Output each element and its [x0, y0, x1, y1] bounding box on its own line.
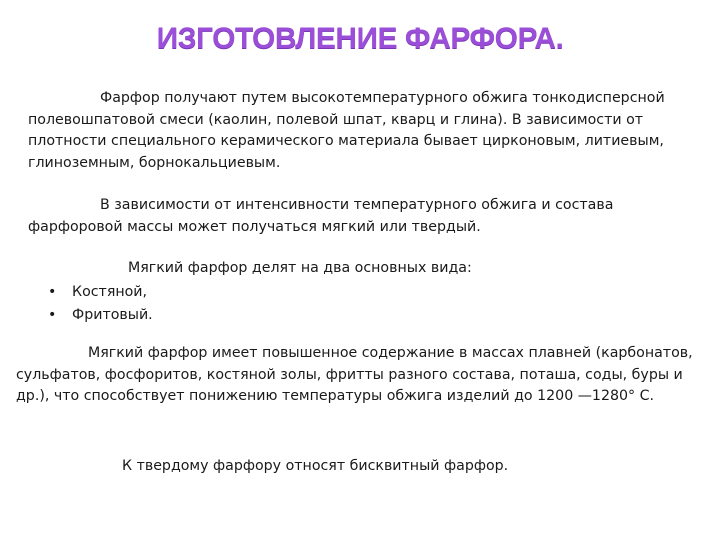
paragraph-soft-porcelain-fluxes: Мягкий фарфор имеет повышенное содержание в массах плавней (карбонатов, сульфатов, фосфоритов, костяной золы, фритты разного состава, поташа, соды, буры и др.), что способствует понижению температуры обжига изделий до 1200 —1280° С. — [16, 345, 693, 404]
list-item — [48, 304, 153, 327]
paragraph-firing-types: В зависимости от интенсивности температурного обжига и состава фарфоровой массы может получаться мягкий или твердый. — [28, 197, 614, 235]
list-item-text: Костяной, — [72, 284, 148, 300]
list-item — [48, 281, 153, 304]
soft-porcelain-types-list — [48, 281, 153, 327]
slide-title: ИЗГОТОВЛЕНИЕ ФАРФОРА. — [156, 22, 564, 55]
bullet-marker: • — [48, 284, 57, 300]
paragraph-production: Фарфор получают путем высокотемпературного обжига тонкодисперсной полевошпатовой смеси (каолин, полевой шпат, кварц и глина). В зависимости от плотности специального керамического материала бывает цирконовым, литиевым, глиноземным, борнокальциевым. — [28, 90, 665, 171]
paragraph-soft-types-intro: Мягкий фарфор делят на два основных вида: — [128, 260, 472, 276]
paragraph-hard-porcelain: К твердому фарфору относят бисквитный фарфор. — [122, 458, 509, 474]
bullet-marker: • — [48, 307, 57, 323]
list-item-text: Фритовый. — [72, 307, 153, 323]
